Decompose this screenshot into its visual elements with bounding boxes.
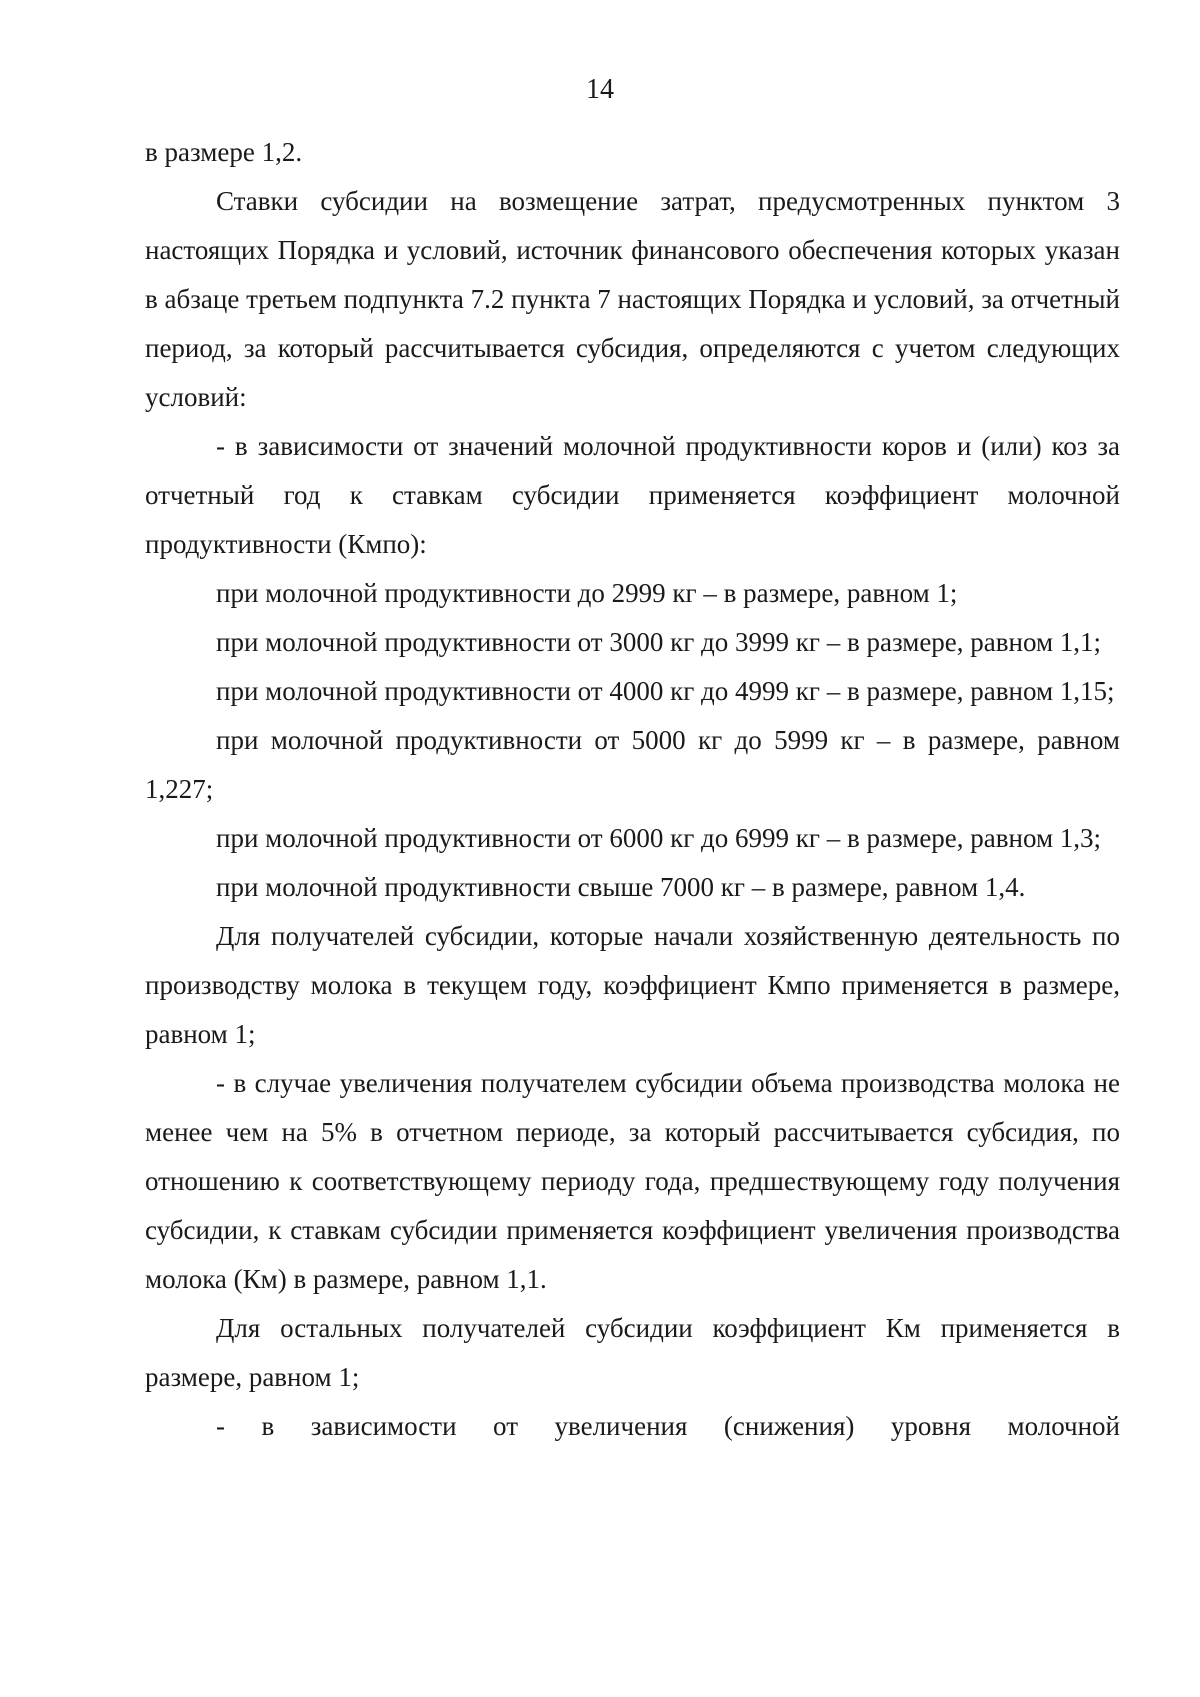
paragraph-productivity-coefficient: - в зависимости от значений молочной продуктивности коров и (или) коз за отчетный год к ставкам субсидии применяется коэффициент молочной продуктивности (Кмпо): [145,431,1120,559]
paragraph-productivity-tier-2: при молочной продуктивности от 3000 кг до 3999 кг – в размере, равном 1,1; [216,627,1102,657]
paragraph-subsidy-rates: Ставки субсидии на возмещение затрат, предусмотренных пунктом 3 настоящих Порядка и условий, источник финансового обеспечения которых указан в абзаце третьем подпункта 7.2 пункта 7 настоящих Порядка и условий, за отчетный период, за который рассчитывается субсидия, определяются с учетом следующих условий: [145,186,1120,412]
paragraph-continuation: в размере 1,2. [145,137,303,167]
paragraph-productivity-tier-4: при молочной продуктивности от 5000 кг до 5999 кг – в размере, равном 1,227; [145,725,1120,804]
paragraph-productivity-tier-5: при молочной продуктивности от 6000 кг до 6999 кг – в размере, равном 1,3; [216,823,1102,853]
paragraph-productivity-tier-3: при молочной продуктивности от 4000 кг до 4999 кг – в размере, равном 1,15; [216,676,1115,706]
paragraph-productivity-tier-1: при молочной продуктивности до 2999 кг – в размере, равном 1; [216,578,958,608]
paragraph-milk-level: - в зависимости от увеличения (снижения) уровня молочной [216,1411,1120,1441]
paragraph-new-recipients: Для получателей субсидии, которые начали хозяйственную деятельность по производству молока в текущем году, коэффициент Кмпо применяется в размере, равном 1; [145,921,1120,1049]
paragraph-productivity-tier-6: при молочной продуктивности свыше 7000 кг – в размере, равном 1,4. [216,872,1026,902]
document-body [145,128,1120,1451]
page-number: 14 [586,74,614,105]
paragraph-other-recipients: Для остальных получателей субсидии коэффициент Км применяется в размере, равном 1; [145,1313,1120,1392]
paragraph-production-increase: - в случае увеличения получателем субсидии объема производства молока не менее чем на 5% в отчетном периоде, за который рассчитывается субсидия, по отношению к соответствующему периоду года, предшествующему году получения субсидии, к ставкам субсидии применяется коэффициент увеличения производства молока (Км) в размере, равном 1,1. [145,1068,1120,1294]
